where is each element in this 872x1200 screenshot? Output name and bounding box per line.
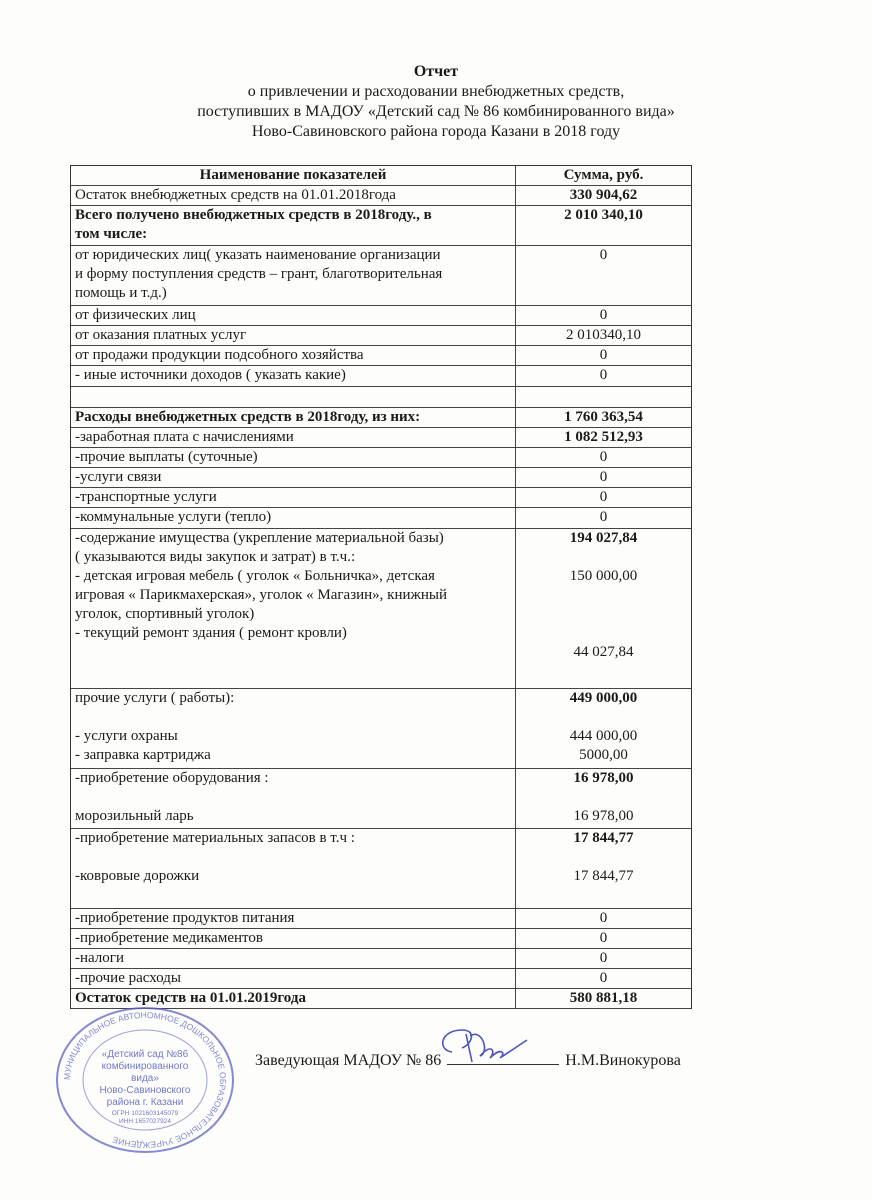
label-line: том числе: bbox=[75, 226, 148, 242]
label-line: -содержание имущества (укрепление материальной базы) bbox=[75, 530, 444, 546]
title-line: поступивших в МАДОУ «Детский сад № 86 комбинированного вида» bbox=[197, 103, 675, 120]
row-label bbox=[71, 366, 516, 386]
sum-value: 44 027,84 bbox=[573, 644, 634, 660]
sum-value: 5000,00 bbox=[579, 747, 628, 763]
table-header-row bbox=[71, 166, 691, 186]
sum-value: 0 bbox=[599, 950, 608, 966]
table-row bbox=[71, 387, 691, 408]
sum-value: 0 bbox=[599, 469, 608, 485]
stamp-line: комбинированного bbox=[101, 1061, 189, 1072]
row-sum bbox=[516, 769, 691, 828]
table-row bbox=[71, 186, 691, 206]
label-line: от физических лиц bbox=[75, 307, 196, 323]
sum-value: 0 bbox=[599, 347, 608, 363]
sum-value bbox=[516, 387, 691, 406]
table-row bbox=[71, 508, 691, 529]
label-line: Остаток внебюджетных средств на 01.01.2018года bbox=[75, 187, 396, 203]
table-row bbox=[71, 326, 691, 346]
stamp-line: Ново-Савиновского bbox=[99, 1085, 191, 1096]
row-label bbox=[71, 206, 516, 245]
row-label bbox=[71, 488, 516, 507]
row-sum bbox=[516, 186, 691, 205]
label-line: -ковровые дорожки bbox=[75, 868, 200, 884]
row-sum bbox=[516, 508, 691, 528]
sum-value: 330 904,62 bbox=[569, 187, 638, 203]
label-line: -услуги связи bbox=[75, 469, 162, 485]
table-row bbox=[71, 929, 691, 949]
sum-value: 194 027,84 bbox=[569, 530, 638, 546]
label-line: -налоги bbox=[75, 950, 124, 966]
row-sum bbox=[516, 529, 691, 688]
sum-value: 16 978,00 bbox=[573, 808, 634, 824]
row-label bbox=[71, 448, 516, 467]
label-line: помощь и т.д.) bbox=[75, 285, 167, 301]
row-label bbox=[71, 969, 516, 988]
table-row bbox=[71, 448, 691, 468]
table-row bbox=[71, 829, 691, 909]
table-row bbox=[71, 769, 691, 829]
label-line: -приобретение продуктов питания bbox=[75, 910, 295, 926]
label-line: - заправка картриджа bbox=[75, 747, 211, 763]
sum-value: 449 000,00 bbox=[569, 690, 638, 706]
row-sum bbox=[516, 949, 691, 968]
row-label bbox=[71, 186, 516, 205]
table-row bbox=[71, 689, 691, 769]
sum-value bbox=[516, 788, 691, 807]
signer-name: Н.М.Винокурова bbox=[565, 1052, 681, 1069]
row-label bbox=[71, 829, 516, 908]
row-sum bbox=[516, 468, 691, 487]
table-row bbox=[71, 969, 691, 989]
row-label bbox=[71, 428, 516, 447]
sum-value: 0 bbox=[599, 449, 608, 465]
row-sum bbox=[516, 408, 691, 427]
label-line: морозильный ларь bbox=[75, 808, 194, 824]
title-line: Ново-Савиновского района города Казани в 2018 году bbox=[251, 123, 621, 140]
handwritten-signature bbox=[432, 1022, 542, 1072]
sum-value bbox=[516, 708, 691, 727]
row-label bbox=[71, 769, 516, 828]
label-line: от оказания платных услуг bbox=[75, 327, 247, 343]
label-line: -прочие расходы bbox=[75, 970, 181, 986]
stamp-seal bbox=[50, 1005, 240, 1155]
label-line: от продажи продукции подсобного хозяйства bbox=[75, 347, 364, 363]
sum-value: 0 bbox=[599, 367, 608, 383]
sum-value bbox=[516, 624, 691, 643]
sum-value: 1 082 512,93 bbox=[564, 429, 643, 445]
signer-position: Заведующая МАДОУ № 86 bbox=[255, 1052, 442, 1069]
label-line: -приобретение медикаментов bbox=[75, 930, 263, 946]
report-table bbox=[70, 165, 692, 1009]
sum-value bbox=[516, 548, 691, 567]
sum-value: 17 844,77 bbox=[573, 868, 634, 884]
row-label bbox=[71, 346, 516, 365]
label-line: -заработная плата с начислениями bbox=[75, 429, 294, 445]
label-line: и форму поступления средств – грант, благотворительная bbox=[75, 266, 443, 282]
row-sum bbox=[516, 346, 691, 365]
row-label bbox=[71, 468, 516, 487]
sum-value: 0 bbox=[599, 930, 608, 946]
row-sum bbox=[516, 246, 691, 305]
row-sum bbox=[516, 428, 691, 447]
label-line bbox=[75, 387, 511, 406]
row-label bbox=[71, 529, 516, 688]
row-sum bbox=[516, 206, 691, 245]
sum-value: 0 bbox=[599, 307, 608, 323]
sum-value: 0 bbox=[599, 489, 608, 505]
label-line: -транспортные услуги bbox=[75, 489, 217, 505]
label-line: -приобретение материальных запасов в т.ч : bbox=[75, 830, 355, 846]
row-sum bbox=[516, 306, 691, 325]
table-row bbox=[71, 366, 691, 387]
sum-value: 0 bbox=[599, 509, 608, 525]
table-row bbox=[71, 428, 691, 448]
row-label bbox=[71, 387, 516, 407]
row-label bbox=[71, 246, 516, 305]
table-row bbox=[71, 529, 691, 689]
sum-value: 2 010340,10 bbox=[566, 327, 641, 343]
row-sum bbox=[516, 909, 691, 928]
row-label bbox=[71, 326, 516, 345]
label-line: - текущий ремонт здания ( ремонт кровли) bbox=[75, 625, 347, 641]
stamp-ogrn: ОГРН 1021603145079 bbox=[111, 1110, 179, 1117]
title-line: о привлечении и расходовании внебюджетных средств, bbox=[247, 83, 625, 100]
stamp-line: района г. Казани bbox=[106, 1097, 184, 1108]
label-line: Всего получено внебюджетных средств в 2018году., в bbox=[75, 207, 432, 223]
label-line: уголок, спортивный уголок) bbox=[75, 606, 255, 622]
row-sum bbox=[516, 448, 691, 467]
label-line: игровая « Парикмахерская», уголок « Магазин», книжный bbox=[75, 587, 448, 603]
sum-value: 16 978,00 bbox=[573, 770, 634, 786]
table-row bbox=[71, 949, 691, 969]
label-line bbox=[75, 788, 511, 807]
sum-value bbox=[516, 586, 691, 605]
sum-value: 0 bbox=[599, 970, 608, 986]
row-sum bbox=[516, 387, 691, 407]
stamp-line: «Детский сад №86 bbox=[101, 1049, 189, 1060]
sum-value: 0 bbox=[599, 910, 608, 926]
table-row bbox=[71, 488, 691, 508]
stamp-line: вида» bbox=[131, 1073, 159, 1084]
table-row bbox=[71, 346, 691, 366]
row-label bbox=[71, 306, 516, 325]
document-title bbox=[0, 62, 872, 142]
table-row bbox=[71, 468, 691, 488]
sum-value: 0 bbox=[599, 247, 608, 263]
stamp-ring-text: МУНИЦИПАЛЬНОЕ АВТОНОМНОЕ ДОШКОЛЬНОЕ ОБРАЗОВАТЕЛЬНОЕ УЧРЕЖДЕНИЕ bbox=[61, 1009, 229, 1151]
row-sum bbox=[516, 829, 691, 908]
row-label bbox=[71, 689, 516, 768]
label-line: Расходы внебюджетных средств в 2018году, из них: bbox=[75, 409, 421, 425]
label-line: Остаток средств на 01.01.2019года bbox=[75, 990, 306, 1006]
label-line: прочие услуги ( работы): bbox=[75, 690, 235, 706]
label-line: - услуги охраны bbox=[75, 728, 178, 744]
row-sum bbox=[516, 969, 691, 988]
header-sum: Сумма, руб. bbox=[563, 167, 644, 183]
table-row bbox=[71, 909, 691, 929]
row-sum bbox=[516, 488, 691, 507]
label-line: -прочие выплаты (суточные) bbox=[75, 449, 258, 465]
row-sum bbox=[516, 989, 691, 1008]
sum-value: 580 881,18 bbox=[569, 990, 638, 1006]
row-sum bbox=[516, 326, 691, 345]
sum-value: 17 844,77 bbox=[573, 830, 634, 846]
row-label bbox=[71, 408, 516, 427]
label-line: от юридических лиц( указать наименование организации bbox=[75, 247, 441, 263]
label-line: ( указываются виды закупок и затрат) в т.ч.: bbox=[75, 549, 356, 565]
label-line: -приобретение оборудования : bbox=[75, 770, 269, 786]
row-label bbox=[71, 909, 516, 928]
table-row bbox=[71, 408, 691, 428]
stamp-inn: ИНН 1657027924 bbox=[118, 1118, 172, 1125]
row-sum bbox=[516, 689, 691, 768]
table-row bbox=[71, 246, 691, 306]
label-line: - детская игровая мебель ( уголок « Больничка», детская bbox=[75, 568, 435, 584]
sum-value bbox=[516, 605, 691, 624]
sum-value: 1 760 363,54 bbox=[564, 409, 643, 425]
label-line bbox=[75, 708, 511, 727]
sum-value bbox=[516, 848, 691, 867]
sum-value: 2 010 340,10 bbox=[564, 207, 643, 223]
row-label bbox=[71, 508, 516, 528]
sum-value: 444 000,00 bbox=[569, 728, 638, 744]
sum-value: 150 000,00 bbox=[569, 568, 638, 584]
row-sum bbox=[516, 366, 691, 386]
header-name: Наименование показателей bbox=[71, 166, 516, 185]
table-row bbox=[71, 306, 691, 326]
title-heading: Отчет bbox=[413, 63, 459, 80]
label-line: - иные источники доходов ( указать какие) bbox=[75, 367, 346, 383]
row-label bbox=[71, 949, 516, 968]
row-label bbox=[71, 929, 516, 948]
table-row bbox=[71, 206, 691, 246]
label-line: -коммунальные услуги (тепло) bbox=[75, 509, 272, 525]
label-line bbox=[75, 848, 511, 867]
row-sum bbox=[516, 929, 691, 948]
